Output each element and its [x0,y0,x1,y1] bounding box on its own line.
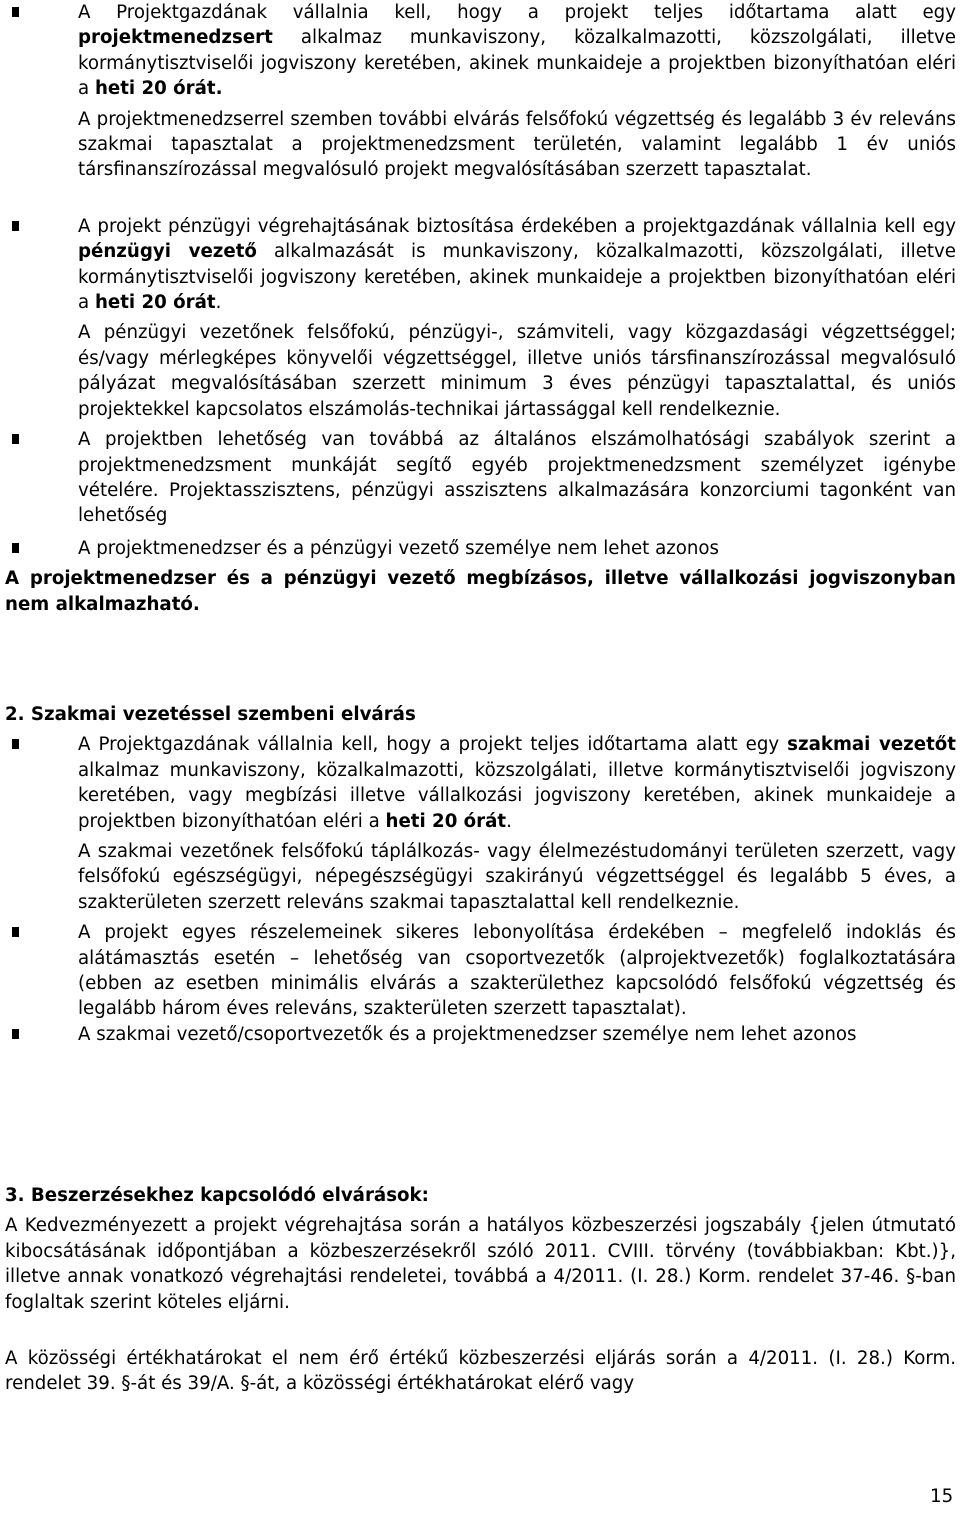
square-bullet-icon [12,739,19,749]
square-bullet-icon [12,1029,19,1039]
section-2-heading: 2. Szakmai vezetéssel szembeni elvárás [5,704,416,725]
project-manager-requirements: A projektmenedzserrel szemben további elvárás felsőfokú végzettség és legalább 3 év releváns szakmai tapasztalat a projektmenedzsment területén, valamint legalább 1 év uniós társfinanszírozással megvalósuló projekt megvalósításában szerzett tapasztalat. [78,108,956,181]
bullet-not-same-person: A projektmenedzser és a pénzügyi vezető személye nem lehet azonos [78,536,956,561]
bold-note: A projektmenedzser és a pénzügyi vezető megbízásos, illetve vállalkozási jogviszonyban nem alkalmazható. [5,568,956,615]
bullet-project-staff: A projektben lehetőség van továbbá az általános elszámolhatósági szabályok szerint a projektmenedzsment munkáját segítő egyéb projektmenedzsment személyzet igénybe vételére. Projektasszisztens, pénzügyi asszisztens alkalmazására konzorciumi tagonként van lehetőség [78,427,956,529]
bullet-financial-manager: A projekt pénzügyi végrehajtásának biztosítása érdekében a projektgazdának vállalnia kell egy pénzügyi vezető alkalmazását is munkaviszony, közalkalmazotti, közszolgálati, illetve kormánytisztviselői jogviszony keretében, akinek munkaideje a projektben bizonyíthatóan eléri a heti 20 órát. [78,214,956,316]
section-3-heading: 3. Beszerzésekhez kapcsolódó elvárások: [5,1185,429,1206]
procurement-paragraph-1: A Kedvezményezett a projekt végrehajtása során a hatályos közbeszerzési jogszabály {jelen útmutató kibocsátásának időpontjában a közbeszerzésekről szóló 2011. CVIII. törvény (továbbiakban: Kbt.)}, illetve annak vonatkozó végrehajtási rendeletei, továbbá a 4/2011. (I. 28.) Korm. rendelet 37-46. §-ban foglaltak szerint köteles eljárni. [5,1215,956,1313]
page-number: 15 [930,1486,954,1507]
professional-lead-requirements: A szakmai vezetőnek felsőfokú táplálkozás- vagy élelmezéstudományi területen szerzett, vagy felsőfokú egészségügyi, népegészségügyi szakirányú végzettséggel és legalább 5 éves, a szakterületen szerzett releváns szakmai tapasztalattal kell rendelkeznie. [78,841,956,913]
procurement-paragraph-2: A közösségi értékhatárokat el nem érő értékű közbeszerzési eljárás során a 4/2011. (I. 28.) Korm. rendelet 39. §-át és 39/A. §-át, a közösségi értékhatárokat elérő vagy [5,1348,956,1395]
bullet-project-manager: A Projektgazdának vállalnia kell, hogy a projekt teljes időtartama alatt egy projektmenedzsert alkalmaz munkaviszony, közalkalmazotti, közszolgálati, illetve kormánytisztviselői jogviszony keretében, akinek munkaideje a projektben bizonyíthatóan eléri a heti 20 órát. [78,0,956,102]
financial-manager-requirements: A pénzügyi vezetőnek felsőfokú, pénzügyi-, számviteli, vagy közgazdasági végzettséggel; és/vagy mérlegképes könyvelői végzettséggel, illetve uniós társfinanszírozással megvalósuló pályázat megvalósításában szerzett minimum 3 éves pénzügyi tapasztalattal, és uniós projektekkel kapcsolatos elszámolás-technikai jártassággal kell rendelkeznie. [78,322,956,420]
section-professional-lead [0,702,960,1047]
square-bullet-icon [12,7,19,17]
bullet-lead-not-same-person: A szakmai vezető/csoportvezetők és a projektmenedzser személye nem lehet azonos [78,1022,956,1047]
section-project-management [0,0,960,617]
square-bullet-icon [12,543,19,553]
bullet-group-leaders: A projekt egyes részelemeinek sikeres lebonyolítása érdekében – megfelelő indoklás és alátámasztás esetén – lehetőség van csoportvezetők (alprojektvezetők) foglalkoztatására (ebben az esetben minimális elvárás a szakterülethez kapcsolódó felsőfokú végzettség és legalább három éves releváns, szakterületen szerzett tapasztalat). [78,920,956,1022]
bullet-professional-lead: A Projektgazdának vállalnia kell, hogy a projekt teljes időtartama alatt egy szakmai vezetőt alkalmaz munkaviszony, közalkalmazotti, közszolgálati, illetve kormánytisztviselői jogviszony keretében, vagy megbízási illetve vállalkozási jogviszony keretében, akinek munkaideje a projektben bizonyíthatóan eléri a heti 20 órát. [78,732,956,834]
square-bullet-icon [12,927,19,937]
square-bullet-icon [12,434,19,444]
section-procurement [0,1183,960,1397]
square-bullet-icon [12,221,19,231]
